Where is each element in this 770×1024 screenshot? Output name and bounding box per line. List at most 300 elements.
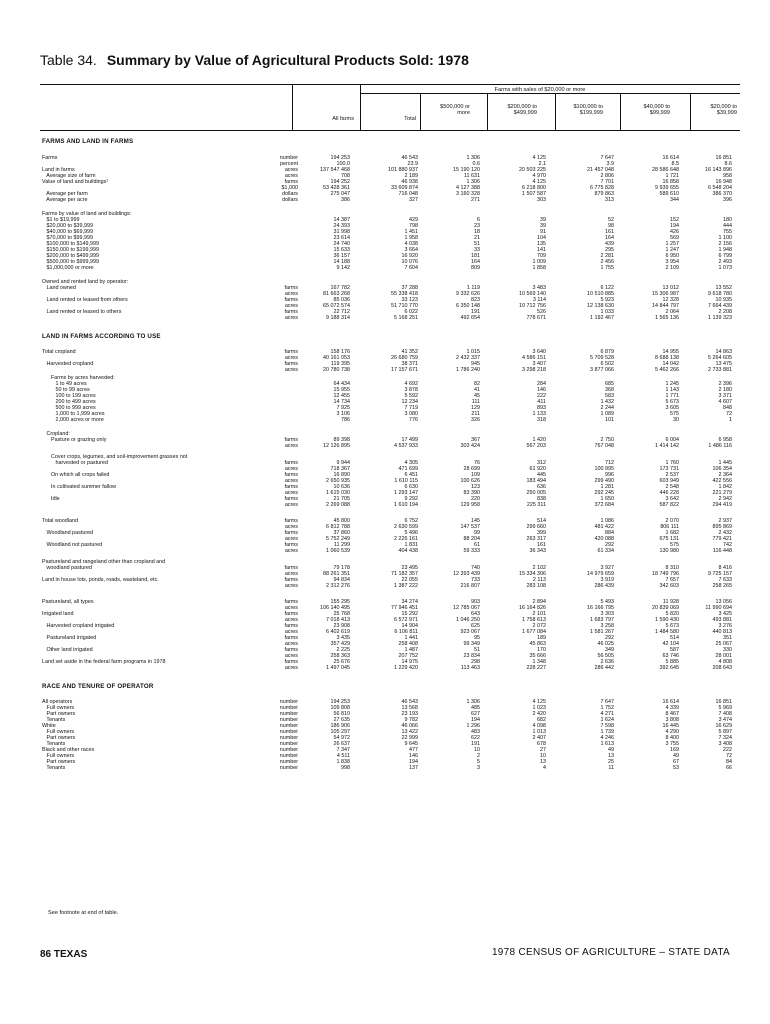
cell-value: 130 980	[659, 548, 679, 554]
cell-value: 11 631	[463, 173, 480, 179]
cell-value: 2 537	[665, 472, 679, 478]
cell-value: 113 463	[460, 665, 480, 671]
cell-value: 923 067	[460, 629, 480, 635]
cell-value: 327	[409, 197, 418, 203]
row-label: Irrigated land	[42, 611, 74, 617]
cell-value: 8 467	[665, 711, 679, 717]
row-unit: farms	[284, 349, 298, 355]
cell-value: 5 923	[600, 297, 614, 303]
cell-value: 5 969	[718, 705, 732, 711]
cell-value: 250 005	[526, 490, 546, 496]
cell-value: 3 954	[665, 259, 679, 265]
cell-value: 26 637	[333, 741, 350, 747]
cell-value: 12 126 895	[323, 443, 350, 449]
cell-value: 20 839 069	[652, 605, 679, 611]
cell-value: 5 496	[404, 530, 418, 536]
cell-value: 429	[409, 217, 418, 223]
row-unit: acres	[284, 355, 298, 361]
row-label: On which all crops failed	[42, 472, 110, 478]
row-unit: number	[279, 741, 298, 747]
cell-value: 16 166 795	[587, 605, 614, 611]
cell-value: 5 673	[665, 399, 679, 405]
cell-value: 14 975	[401, 659, 418, 665]
cell-value: 2 312 276	[326, 583, 350, 589]
row-unit: farms	[284, 647, 298, 653]
cell-value: 183 494	[526, 478, 546, 484]
row-label: White	[42, 723, 56, 729]
cell-value: 368	[605, 387, 614, 393]
row-unit: number	[279, 155, 298, 161]
cell-value: 6 775 828	[590, 185, 614, 191]
cell-value: 35 666	[529, 653, 546, 659]
cell-value: 299 490	[594, 478, 614, 484]
cell-value: 9 332 626	[456, 291, 480, 297]
row-unit: farms	[284, 179, 298, 185]
cell-value: 104	[537, 235, 546, 241]
cell-value: 7 657	[665, 577, 679, 583]
row-unit: $1,000	[281, 185, 298, 191]
row-unit: number	[279, 723, 298, 729]
cell-value: 1 046 250	[456, 617, 480, 623]
cell-value: 1 192 467	[590, 315, 614, 321]
cell-value: 3 407	[532, 361, 546, 367]
row-label: woodland pastured	[42, 565, 93, 571]
cell-value: 682	[537, 717, 546, 723]
cell-value: 81 663 268	[323, 291, 350, 297]
cell-value: 7 664 439	[708, 303, 732, 309]
row-label: Tenants	[42, 717, 66, 723]
cell-value: 2 407	[532, 735, 546, 741]
cell-value: 91	[540, 229, 546, 235]
cell-value: 1 306	[466, 179, 480, 185]
cell-value: 823	[471, 297, 480, 303]
cell-value: 1 387 222	[394, 583, 418, 589]
cell-value: 740	[471, 565, 480, 571]
cell-value: 56 505	[597, 653, 614, 659]
cell-value: 164	[471, 259, 480, 265]
row-unit: farms	[284, 599, 298, 605]
cell-value: 225 311	[526, 502, 546, 508]
cell-value: 1 610 194	[394, 502, 418, 508]
cell-value: 1 445	[718, 460, 732, 466]
cell-value: 28 586 648	[652, 167, 679, 173]
cell-value: 1 009	[532, 259, 546, 265]
row-unit: farms	[284, 659, 298, 665]
cell-value: 21 705	[333, 496, 350, 502]
cell-value: 4 246	[600, 735, 614, 741]
cell-value: 3 474	[718, 717, 732, 723]
cell-value: 5 462 266	[655, 367, 679, 373]
cell-value: 95	[474, 635, 480, 641]
cell-value: 180	[723, 217, 732, 223]
cell-value: 5 885	[665, 659, 679, 665]
row-label: Total woodland	[42, 518, 78, 524]
cell-value: 767 048	[594, 443, 614, 449]
row-label: $100,000 to $149,999	[42, 241, 99, 247]
cell-value: 292	[605, 635, 614, 641]
row-label: Farms	[42, 155, 58, 161]
cell-value: 14 904	[401, 623, 418, 629]
cell-value: 61 920	[529, 466, 546, 472]
cell-value: 14 863	[715, 349, 732, 355]
cell-value: 11 990 694	[705, 605, 732, 611]
cell-value: 2 064	[665, 309, 679, 315]
cell-value: 13	[540, 759, 546, 765]
cell-value: 2.1	[538, 161, 546, 167]
row-unit: acres	[284, 490, 298, 496]
cell-value: 1 257	[665, 241, 679, 247]
row-label: Idle	[42, 496, 60, 502]
cell-value: 1 624	[600, 717, 614, 723]
row-unit: acres	[284, 583, 298, 589]
cell-value: 4 511	[336, 753, 350, 759]
cell-value: 1 306	[466, 155, 480, 161]
cell-value: 16 851	[715, 699, 732, 705]
cell-value: 411	[537, 399, 546, 405]
cell-value: 16 614	[662, 699, 679, 705]
row-label: Woodland pastured	[42, 530, 94, 536]
row-label: Pasture or grazing only	[42, 437, 107, 443]
cell-value: 41	[474, 387, 480, 393]
cell-value: 13 012	[662, 285, 679, 291]
cell-value: 4 339	[665, 705, 679, 711]
cell-value: 25 067	[715, 641, 732, 647]
table-title	[40, 52, 469, 68]
cell-value: 786	[341, 417, 350, 423]
row-unit: farms	[284, 484, 298, 490]
row-label: Value of land and buildings¹	[42, 179, 109, 185]
cell-value: 37 288	[401, 285, 418, 291]
cell-value: 422 556	[712, 478, 732, 484]
cell-value: 643	[471, 611, 480, 617]
cell-value: 30	[673, 417, 679, 423]
row-unit: acres	[284, 548, 298, 554]
cell-value: 23.9	[407, 161, 418, 167]
cell-value: 7 719	[404, 405, 418, 411]
cell-value: 51	[474, 647, 480, 653]
row-unit: acres	[284, 502, 298, 508]
cell-value: 10 712 756	[519, 303, 546, 309]
cell-value: 1 590 430	[655, 617, 679, 623]
cell-value: 181	[471, 253, 480, 259]
cell-value: 88 261 351	[323, 571, 350, 577]
row-label: Full owners	[42, 729, 75, 735]
section-heading: RACE AND TENURE OF OPERATOR	[42, 683, 154, 690]
cell-value: 318	[537, 417, 546, 423]
section-heading: LAND IN FARMS ACCORDING TO USE	[42, 333, 161, 340]
cell-value: 106 354	[712, 466, 732, 472]
cell-value: 6 502	[600, 361, 614, 367]
cell-value: 3 298 218	[522, 367, 546, 373]
row-unit: farms	[284, 437, 298, 443]
cell-value: 12 234	[401, 399, 418, 405]
cell-value: 708	[341, 173, 350, 179]
row-unit: number	[279, 747, 298, 753]
cell-value: 286 439	[594, 583, 614, 589]
cell-value: 998	[341, 765, 350, 771]
cell-value: 1 613	[600, 741, 614, 747]
cell-value: 16 948	[715, 179, 732, 185]
cell-value: 3 303	[600, 611, 614, 617]
cell-value: 303	[537, 197, 546, 203]
cell-value: 716 048	[398, 191, 418, 197]
row-unit: acres	[284, 367, 298, 373]
cell-value: 221 279	[712, 490, 732, 496]
cell-value: 161	[605, 229, 614, 235]
cell-value: 71 182 357	[391, 571, 418, 577]
cell-value: 4 970	[532, 173, 546, 179]
row-label: $20,000 to $39,999	[42, 223, 93, 229]
cell-value: 3 755	[665, 741, 679, 747]
cell-value: 1 484 580	[655, 629, 679, 635]
cell-value: 88 204	[463, 536, 480, 542]
cell-value: 13 422	[401, 729, 418, 735]
row-unit: farms	[284, 285, 298, 291]
cell-value: 625	[471, 623, 480, 629]
cell-value: 2 432 337	[456, 355, 480, 361]
cell-value: 1	[729, 417, 732, 423]
cell-value: 98	[608, 223, 614, 229]
cell-value: 53	[673, 765, 679, 771]
cell-value: 1 451	[404, 229, 418, 235]
cell-value: 24 740	[333, 241, 350, 247]
cell-value: 13 475	[715, 361, 732, 367]
cell-value: 169	[670, 747, 679, 753]
cell-value: 72	[726, 753, 732, 759]
cell-value: 1 420	[532, 437, 546, 443]
cell-value: 207 752	[398, 653, 418, 659]
cell-value: 220	[471, 496, 480, 502]
row-unit: number	[279, 765, 298, 771]
row-label: Land rented or leased from others	[42, 297, 128, 303]
cell-value: 2 750	[600, 437, 614, 443]
cell-value: 2 156	[718, 241, 732, 247]
row-unit: acres	[284, 605, 298, 611]
cell-value: 526	[537, 309, 546, 315]
cell-value: 1 487	[404, 647, 418, 653]
cell-value: 879 863	[594, 191, 614, 197]
cell-value: 7 408	[718, 711, 732, 717]
row-label: 100 to 199 acres	[42, 393, 96, 399]
row-label: Land owned	[42, 285, 76, 291]
row-unit: acres	[284, 291, 298, 297]
cell-value: 5 709 528	[590, 355, 614, 361]
cell-value: 5 168 251	[394, 315, 418, 321]
cell-value: 258 408	[398, 641, 418, 647]
row-label: Harvested cropland irrigated	[42, 623, 115, 629]
cell-value: 4 098	[532, 723, 546, 729]
cell-value: 72	[726, 411, 732, 417]
cell-value: 23 834	[463, 653, 480, 659]
cell-value: 17 157 671	[391, 367, 418, 373]
cell-value: 137	[409, 765, 418, 771]
cell-value: 895 869	[712, 524, 732, 530]
cell-value: 9 944	[336, 460, 350, 466]
cell-value: 28 699	[463, 466, 480, 472]
cell-value: 675 131	[659, 536, 679, 542]
row-label: Harvested cropland	[42, 361, 94, 367]
cell-value: 1 348	[532, 659, 546, 665]
row-unit: farms	[284, 496, 298, 502]
cell-value: 2 636	[600, 659, 614, 665]
cell-value: 798	[409, 223, 418, 229]
row-unit: acres	[284, 524, 298, 530]
cell-value: 147 537	[460, 524, 480, 530]
row-label: $1 to $19,999	[42, 217, 80, 223]
row-unit: acres	[284, 303, 298, 309]
cell-value: 6 402 619	[326, 629, 350, 635]
cell-value: 76	[474, 460, 480, 466]
cell-value: 8.6	[724, 161, 732, 167]
cell-value: 4 607	[718, 399, 732, 405]
cell-value: 7 018 413	[326, 617, 350, 623]
cell-value: 258 265	[712, 583, 732, 589]
header-span-label: Farms with sales of $20,000 or more	[494, 87, 586, 93]
cell-value: 386	[341, 197, 350, 203]
cell-value: 712	[605, 460, 614, 466]
cell-value: 15 292	[401, 611, 418, 617]
table-row	[42, 315, 732, 321]
cell-value: 1 683 797	[590, 617, 614, 623]
header-bottom-rule	[40, 130, 740, 131]
header-divider	[690, 93, 691, 130]
cell-value: 372 684	[594, 502, 614, 508]
row-unit: farms	[284, 309, 298, 315]
cell-value: 23 193	[401, 711, 418, 717]
row-label: Land in house lots, ponds, roads, wasteland, etc.	[42, 577, 159, 583]
cell-value: 5 592	[404, 393, 418, 399]
cell-value: 4 290	[665, 729, 679, 735]
row-unit: percent	[280, 161, 298, 167]
cell-value: 152	[670, 217, 679, 223]
cell-value: 63 746	[662, 653, 679, 659]
row-unit: farms	[284, 460, 298, 466]
row-unit: farms	[284, 623, 298, 629]
cell-value: 2 937	[718, 518, 732, 524]
cell-value: 386 370	[712, 191, 732, 197]
cell-value: 194 253	[330, 155, 350, 161]
cell-value: 191	[471, 741, 480, 747]
cell-value: 603 949	[659, 478, 679, 484]
cell-value: 1 615 030	[326, 490, 350, 496]
cell-value: 4 127 388	[456, 185, 480, 191]
cell-value: 1 229 420	[394, 665, 418, 671]
cell-value: 1 281	[600, 484, 614, 490]
cell-value: 1 958	[404, 235, 418, 241]
header-span-rule	[360, 93, 740, 94]
header-top-rule	[40, 84, 740, 85]
cell-value: 2 733 881	[708, 367, 732, 373]
cell-value: 3 114	[532, 297, 546, 303]
cell-value: 129	[471, 405, 480, 411]
cell-value: 404 438	[398, 548, 418, 554]
cell-value: 295	[605, 247, 614, 253]
cell-value: 13 568	[401, 705, 418, 711]
header-divider	[292, 84, 293, 130]
cell-value: 344	[670, 197, 679, 203]
cell-value: 84	[726, 759, 732, 765]
cell-value: 367	[471, 437, 480, 443]
cell-value: 3 371	[718, 393, 732, 399]
cell-value: 481 422	[594, 524, 614, 530]
cell-value: 2 630 599	[394, 524, 418, 530]
cell-value: 10	[474, 747, 480, 753]
cell-value: 100 626	[460, 478, 480, 484]
cell-value: 53 428 361	[323, 185, 350, 191]
row-unit: number	[279, 753, 298, 759]
cell-value: 20 780 738	[323, 367, 350, 373]
row-unit: dollars	[282, 197, 298, 203]
cell-value: 9 939 655	[655, 185, 679, 191]
cell-value: 440 813	[712, 629, 732, 635]
cell-value: 1 858	[532, 265, 546, 271]
cell-value: 493 881	[712, 617, 732, 623]
cell-value: 26 680 759	[391, 355, 418, 361]
running-footer: 1978 CENSUS OF AGRICULTURE – STATE DATA	[491, 947, 730, 958]
cell-value: 8 416	[718, 565, 732, 571]
row-label: Pastureland irrigated	[42, 635, 97, 641]
cell-value: 6 548 204	[708, 185, 732, 191]
row-unit: acres	[284, 641, 298, 647]
cell-value: 2 189	[404, 173, 418, 179]
cell-value: 778 671	[526, 315, 546, 321]
row-label: Pastureland and rangeland other than cropland and	[42, 559, 166, 565]
row-unit: number	[279, 729, 298, 735]
cell-value: 16 164 826	[519, 605, 546, 611]
cell-value: 12 138 630	[587, 303, 614, 309]
row-unit: farms	[284, 542, 298, 548]
cell-value: 627	[471, 711, 480, 717]
cell-value: 5 820	[665, 611, 679, 617]
cell-value: 3 878	[404, 387, 418, 393]
cell-value: 809	[471, 265, 480, 271]
cell-value: 7 925	[336, 405, 350, 411]
cell-value: 129 958	[460, 502, 480, 508]
cell-value: 1 296	[466, 723, 480, 729]
cell-value: 9 782	[404, 717, 418, 723]
cell-value: 733	[471, 577, 480, 583]
cell-value: 146	[537, 387, 546, 393]
cell-value: 1 755	[600, 265, 614, 271]
row-unit: number	[279, 735, 298, 741]
cell-value: 2 420	[532, 711, 546, 717]
cell-value: 3 080	[404, 411, 418, 417]
cell-value: 8.5	[671, 161, 679, 167]
row-label: Average per acre	[42, 197, 88, 203]
cell-value: 16 143 896	[705, 167, 732, 173]
cell-value: 426	[670, 229, 679, 235]
cell-value: 64 434	[333, 381, 350, 387]
cell-value: 330	[723, 647, 732, 653]
row-label: $150,000 to $199,999	[42, 247, 99, 253]
cell-value: 3 258	[600, 623, 614, 629]
cell-value: 158 176	[330, 349, 350, 355]
cell-value: 2 113	[532, 577, 546, 583]
cell-value: 1 033	[600, 309, 614, 315]
cell-value: 6 799	[718, 253, 732, 259]
cell-value: 589 610	[659, 191, 679, 197]
cell-value: 194	[471, 717, 480, 723]
cell-value: 1 948	[718, 247, 732, 253]
row-label: Other land irrigated	[42, 647, 93, 653]
cell-value: 40 161 053	[323, 355, 350, 361]
cell-value: 167 782	[330, 285, 350, 291]
cell-value: 228 227	[526, 665, 546, 671]
cell-value: 61	[474, 542, 480, 548]
row-unit: farms	[284, 361, 298, 367]
row-label: Land set aside in the federal farm programs in 1978	[42, 659, 166, 665]
row-label: Cropland:	[42, 431, 70, 437]
